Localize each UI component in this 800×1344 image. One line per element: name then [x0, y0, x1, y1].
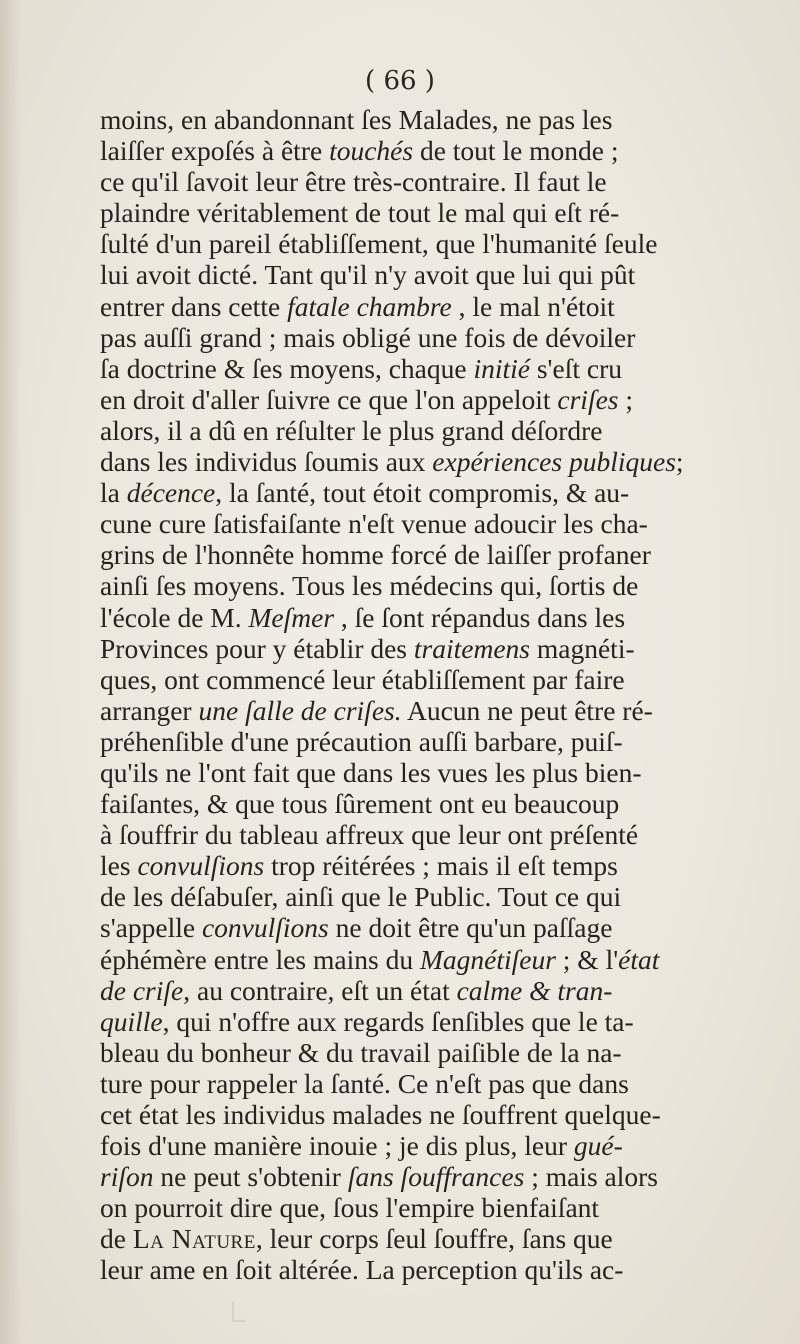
italic-text: Magnétiſeur	[419, 943, 556, 975]
text-segment: , ſe ſont répandus dans les	[334, 601, 626, 633]
italic-text: expériences publiques	[432, 446, 676, 478]
page-gutter-shadow	[0, 0, 22, 1344]
text-line	[100, 1254, 728, 1285]
italic-text: quille	[100, 1005, 163, 1037]
text-segment: ſulté d'un pareil établiſſement, que l'humanité ſeule	[100, 228, 658, 260]
text-line	[100, 1130, 728, 1161]
text-segment: la	[100, 477, 127, 509]
text-segment: ainſi ſes moyens. Tous les médecins qui, ſortis de	[100, 570, 639, 602]
body-text	[100, 104, 728, 1286]
text-segment: s'eſt cru	[529, 352, 622, 384]
italic-text: décence	[126, 477, 216, 509]
italic-text: initié	[473, 352, 530, 384]
text-line	[100, 664, 728, 695]
text-segment: on pourroit dire que, ſous l'empire bienfaiſant	[100, 1192, 600, 1224]
text-line	[100, 944, 728, 975]
text-segment: plaindre véritablement de tout le mal qui eſt ré-	[100, 197, 620, 229]
text-line	[100, 166, 728, 197]
text-segment: , au contraire, eſt un état	[183, 974, 457, 1006]
text-line	[100, 570, 728, 601]
text-segment: cet état les individus malades ne ſouffrent quelque-	[100, 1099, 661, 1130]
text-segment: pas auſſi grand ; mais obligé une fois de dévoiler	[100, 321, 636, 353]
text-line	[100, 912, 728, 943]
text-segment: , la ſanté, tout étoit compromis, & au-	[215, 477, 630, 509]
italic-text: ſans ſouffrances	[347, 1161, 525, 1193]
text-segment: faiſantes, & que tous ſûrement ont eu beaucoup	[100, 788, 620, 820]
text-segment: les	[100, 850, 138, 882]
italic-text: convulſions	[137, 850, 265, 882]
text-line	[100, 1068, 728, 1099]
text-segment: ;	[675, 446, 684, 478]
italic-text: criſes	[557, 383, 619, 415]
text-segment: en droit d'aller ſuivre ce que l'on appeloit	[100, 383, 558, 415]
text-line	[100, 539, 728, 570]
text-line	[100, 508, 728, 539]
text-segment: de	[100, 1223, 133, 1255]
text-segment: à ſouffrir du tableau affreux que leur ont préſenté	[100, 819, 639, 851]
text-line	[100, 757, 728, 788]
text-segment: lui avoit dicté. Tant qu'il n'y avoit que lui qui pût	[100, 259, 636, 291]
text-segment: Provinces pour y établir des	[100, 632, 414, 664]
text-segment: entrer dans cette	[100, 290, 288, 322]
text-line	[100, 322, 728, 353]
italic-text: calme & tran-	[456, 974, 613, 1006]
text-segment: l'école de M.	[100, 601, 249, 633]
text-line	[100, 228, 728, 259]
text-segment: ne doit être qu'un paſſage	[328, 912, 613, 944]
italic-text: convulſions	[201, 912, 329, 944]
text-segment: de tout le monde ;	[413, 135, 619, 167]
text-segment: s'appelle	[100, 912, 202, 944]
text-segment: cune cure ſatisfaiſante n'eſt venue adoucir les cha-	[100, 508, 648, 540]
text-segment: ne peut s'obtenir	[153, 1161, 348, 1193]
text-line	[100, 881, 728, 912]
text-line	[100, 1006, 728, 1037]
text-segment: ; & l'	[555, 943, 619, 975]
italic-text: état	[618, 943, 660, 975]
text-segment: ture pour rappeler la ſanté. Ce n'eſt pas que dans	[100, 1067, 629, 1099]
text-line	[100, 975, 728, 1006]
text-segment: bleau du bonheur & du travail paiſible de la na-	[100, 1036, 622, 1068]
text-segment: , le mal n'étoit	[451, 290, 615, 322]
small-caps-text: La Nature	[132, 1223, 256, 1255]
text-segment: , leur corps ſeul ſouffre, ſans que	[255, 1223, 613, 1255]
italic-text: gué-	[573, 1130, 623, 1162]
text-segment: alors, il a dû en réſulter le plus grand déſordre	[100, 414, 603, 446]
italic-text: fatale chambre	[287, 290, 452, 322]
text-line	[100, 633, 728, 664]
text-segment: leur ame en ſoit altérée. La perception qu'ils ac-	[100, 1254, 624, 1286]
text-line	[100, 1099, 728, 1130]
text-line	[100, 850, 728, 881]
text-segment: préhenſible d'une précaution auſſi barbare, puiſ-	[100, 725, 623, 757]
text-segment: moins, en abandonnant ſes Malades, ne pas les	[100, 104, 613, 135]
text-line	[100, 602, 728, 633]
text-segment: qu'ils ne l'ont fait que dans les vues les plus bien-	[100, 756, 642, 788]
text-segment: ; mais alors	[524, 1161, 658, 1193]
text-segment: laiſſer expoſés à être	[100, 135, 330, 167]
text-segment: grins de l'honnête homme forcé de laiſſer profaner	[100, 539, 651, 571]
text-line	[100, 695, 728, 726]
text-segment: de les déſabuſer, ainſi que le Public. Tout ce qui	[100, 881, 622, 913]
text-line	[100, 104, 728, 135]
page-number: ( 66 )	[365, 66, 435, 96]
text-line	[100, 726, 728, 757]
text-segment: dans les individus ſoumis aux	[100, 446, 433, 478]
text-line	[100, 1037, 728, 1068]
text-segment: magnéti-	[530, 632, 635, 664]
italic-text: Meſmer	[248, 601, 335, 633]
text-segment: éphémère entre les mains du	[100, 943, 420, 975]
text-line	[100, 788, 728, 819]
text-line	[100, 259, 728, 290]
text-line	[100, 384, 728, 415]
ink-mark	[232, 1302, 246, 1322]
text-line	[100, 1161, 728, 1192]
text-line	[100, 197, 728, 228]
text-line	[100, 353, 728, 384]
text-segment: trop réitérées ; mais il eſt temps	[264, 850, 618, 882]
italic-text: touchés	[329, 135, 414, 167]
text-line	[100, 446, 728, 477]
italic-text: traitemens	[413, 632, 530, 664]
text-line	[100, 1223, 728, 1254]
text-segment: ;	[618, 383, 634, 415]
text-line	[100, 477, 728, 508]
text-line	[100, 1192, 728, 1223]
text-line	[100, 291, 728, 322]
text-line	[100, 135, 728, 166]
italic-text: une ſalle de criſes.	[198, 694, 402, 726]
text-segment: arranger	[100, 694, 199, 726]
text-line	[100, 415, 728, 446]
text-segment: ce qu'il ſavoit leur être très-contraire. Il faut le	[100, 166, 607, 198]
italic-text: de criſe	[100, 974, 184, 1006]
text-segment: ſa doctrine & ſes moyens, chaque	[100, 352, 474, 384]
text-line	[100, 819, 728, 850]
text-segment: ques, ont commencé leur établiſſement par faire	[100, 663, 625, 695]
text-segment: , qui n'offre aux regards ſenſibles que le ta-	[162, 1005, 634, 1037]
italic-text: riſon	[100, 1161, 154, 1193]
text-segment: fois d'une manière inouie ; je dis plus, leur	[100, 1130, 574, 1162]
text-segment: Aucun ne peut être ré-	[401, 694, 653, 726]
